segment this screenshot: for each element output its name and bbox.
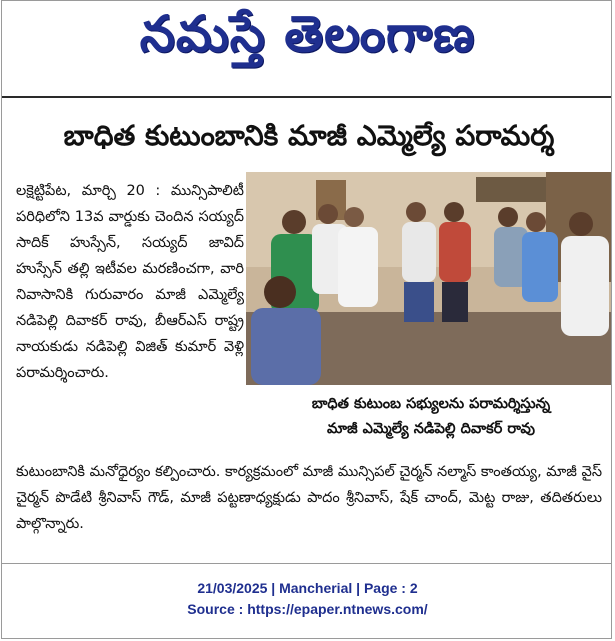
caption-line-1: బాధిత కుటుంబ సభ్యులను పరామర్శిస్తున్న (311, 396, 551, 412)
article-headline: బాధిత కుటుంబానికి మాజీ ఎమ్మెల్యే పరామర్శ (63, 119, 555, 152)
photo-illustration (246, 172, 611, 385)
article-photo (246, 172, 611, 385)
edition-info: 21/03/2025 | Mancherial | Page : 2 (197, 580, 418, 596)
source-link[interactable]: Source : https://epaper.ntnews.com/ (187, 601, 428, 617)
article-continued-text: కుటుంబానికి మనోధైర్యం కల్పించారు. కార్యక్రమంలో మాజీ మున్సిపల్ చైర్మన్ నల్మాస్ కాంతయ్య, మాజీ వైస్ చైర్మన్ పొడేటి శ్రీనివాస్ గౌడ్, మాజీ పట్టణాధ్యక్షుడు పాదం శ్రీనివాస్, షేక్ చాంద్, మెట్ట రాజు, తదితరులు పాల్గొన్నారు. (16, 464, 602, 532)
caption-line-2: మాజీ ఎమ్మెల్యే నడిపెల్లి దివాకర్ రావు (327, 421, 535, 437)
newspaper-masthead: నమస్తే తెలంగాణ (139, 5, 476, 63)
photo-caption (258, 392, 604, 442)
footer-divider (2, 563, 611, 564)
masthead-divider (2, 96, 611, 98)
article-column-text: లక్షెట్టిపేట, మార్చి 20 : మున్సిపాలిటీ పరిధిలోని 13వ వార్డుకు చెందిన సయ్యద్ సాదిక్ హుస్సేన్, సయ్యద్ జావిద్ హుస్సేన్ తల్లి ఇటీవల మరణించగా, వారి నివాసానికి గురువారం మాజీ ఎమ్మెల్యే నడిపెల్లి దివాకర్ రావు, బీఆర్ఎస్ రాష్ట్ర నాయకుడు నడిపెల్లి విజిత్ కుమార్ వెళ్లి పరామర్శించారు. (16, 183, 244, 381)
